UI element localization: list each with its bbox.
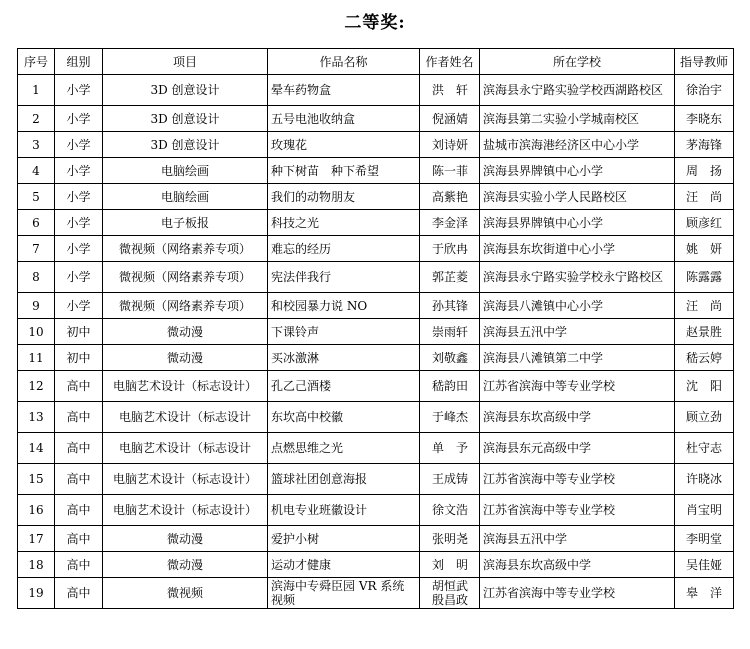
cell-school: 滨海县八滩镇中心小学 bbox=[480, 293, 675, 319]
cell-group: 小学 bbox=[55, 184, 103, 210]
cell-index: 10 bbox=[18, 319, 55, 345]
cell-school: 滨海县东元高级中学 bbox=[480, 433, 675, 464]
cell-work-title: 买冰激淋 bbox=[268, 345, 420, 371]
cell-group: 高中 bbox=[55, 402, 103, 433]
cell-school: 江苏省滨海中等专业学校 bbox=[480, 578, 675, 609]
cell-group: 小学 bbox=[55, 75, 103, 106]
cell-teacher: 周 扬 bbox=[675, 158, 734, 184]
cell-school: 江苏省滨海中等专业学校 bbox=[480, 371, 675, 402]
table-row bbox=[18, 433, 734, 464]
cell-author: 郭芷菱 bbox=[420, 262, 480, 293]
table-row bbox=[18, 402, 734, 433]
cell-author: 倪涵婧 bbox=[420, 106, 480, 132]
cell-author: 孙其锋 bbox=[420, 293, 480, 319]
cell-school: 滨海县东坎高级中学 bbox=[480, 552, 675, 578]
header-work-title: 作品名称 bbox=[268, 49, 420, 75]
cell-index: 1 bbox=[18, 75, 55, 106]
cell-work-title: 科技之光 bbox=[268, 210, 420, 236]
cell-index: 9 bbox=[18, 293, 55, 319]
table-row bbox=[18, 552, 734, 578]
cell-teacher: 许晓冰 bbox=[675, 464, 734, 495]
table-row bbox=[18, 464, 734, 495]
header-category: 项目 bbox=[103, 49, 268, 75]
cell-group: 高中 bbox=[55, 495, 103, 526]
cell-school: 滨海县东坎高级中学 bbox=[480, 402, 675, 433]
cell-work-title: 滨海中专舜臣园 VR 系统视频 bbox=[268, 578, 420, 609]
cell-group: 高中 bbox=[55, 578, 103, 609]
cell-group: 小学 bbox=[55, 293, 103, 319]
cell-school: 滨海县五汛中学 bbox=[480, 319, 675, 345]
cell-index: 19 bbox=[18, 578, 55, 609]
cell-school: 滨海县实验小学人民路校区 bbox=[480, 184, 675, 210]
cell-work-title: 宪法伴我行 bbox=[268, 262, 420, 293]
cell-work-title: 运动才健康 bbox=[268, 552, 420, 578]
cell-school: 滨海县东坎街道中心小学 bbox=[480, 236, 675, 262]
cell-category: 电脑艺术设计（标志设计） bbox=[103, 464, 268, 495]
cell-school: 滨海县八滩镇第二中学 bbox=[480, 345, 675, 371]
cell-category: 电脑绘画 bbox=[103, 158, 268, 184]
cell-group: 高中 bbox=[55, 526, 103, 552]
header-author: 作者姓名 bbox=[420, 49, 480, 75]
cell-index: 16 bbox=[18, 495, 55, 526]
cell-index: 15 bbox=[18, 464, 55, 495]
cell-group: 初中 bbox=[55, 319, 103, 345]
table-row bbox=[18, 495, 734, 526]
cell-work-title: 玫瑰花 bbox=[268, 132, 420, 158]
table-row bbox=[18, 371, 734, 402]
cell-author: 于欣冉 bbox=[420, 236, 480, 262]
cell-work-title: 孔乙己酒楼 bbox=[268, 371, 420, 402]
cell-work-title: 难忘的经历 bbox=[268, 236, 420, 262]
cell-school: 江苏省滨海中等专业学校 bbox=[480, 464, 675, 495]
cell-teacher: 茅海锋 bbox=[675, 132, 734, 158]
table-row bbox=[18, 578, 734, 609]
cell-index: 7 bbox=[18, 236, 55, 262]
cell-category: 3D 创意设计 bbox=[103, 75, 268, 106]
header-school: 所在学校 bbox=[480, 49, 675, 75]
table-row bbox=[18, 262, 734, 293]
cell-author: 李金泽 bbox=[420, 210, 480, 236]
cell-index: 2 bbox=[18, 106, 55, 132]
cell-author: 王成铸 bbox=[420, 464, 480, 495]
table-row bbox=[18, 293, 734, 319]
cell-teacher: 嵇云婷 bbox=[675, 345, 734, 371]
cell-author: 胡恒武 殷昌政 bbox=[420, 578, 480, 609]
cell-teacher: 吴佳娅 bbox=[675, 552, 734, 578]
cell-group: 高中 bbox=[55, 464, 103, 495]
cell-teacher: 汪 尚 bbox=[675, 293, 734, 319]
cell-teacher: 李明堂 bbox=[675, 526, 734, 552]
cell-work-title: 晕车药物盒 bbox=[268, 75, 420, 106]
cell-author: 刘敬鑫 bbox=[420, 345, 480, 371]
cell-index: 6 bbox=[18, 210, 55, 236]
cell-category: 微动漫 bbox=[103, 319, 268, 345]
cell-work-title: 和校园暴力说 NO bbox=[268, 293, 420, 319]
cell-author: 单 予 bbox=[420, 433, 480, 464]
cell-group: 小学 bbox=[55, 262, 103, 293]
table-row bbox=[18, 526, 734, 552]
table-row bbox=[18, 158, 734, 184]
cell-category: 电脑艺术设计（标志设计 bbox=[103, 433, 268, 464]
cell-author: 高紫艳 bbox=[420, 184, 480, 210]
table-header-row bbox=[18, 49, 734, 75]
cell-teacher: 肖宝明 bbox=[675, 495, 734, 526]
cell-category: 微视频（网络素养专项） bbox=[103, 262, 268, 293]
cell-index: 12 bbox=[18, 371, 55, 402]
header-group: 组别 bbox=[55, 49, 103, 75]
cell-index: 4 bbox=[18, 158, 55, 184]
cell-author: 于峰杰 bbox=[420, 402, 480, 433]
cell-school: 江苏省滨海中等专业学校 bbox=[480, 495, 675, 526]
header-index: 序号 bbox=[18, 49, 55, 75]
cell-teacher: 杜守志 bbox=[675, 433, 734, 464]
cell-teacher: 陈露露 bbox=[675, 262, 734, 293]
cell-teacher: 沈 阳 bbox=[675, 371, 734, 402]
table-row bbox=[18, 132, 734, 158]
table-row bbox=[18, 184, 734, 210]
cell-author: 陈一菲 bbox=[420, 158, 480, 184]
award-table bbox=[17, 48, 734, 609]
cell-category: 微动漫 bbox=[103, 552, 268, 578]
cell-author: 嵇韵田 bbox=[420, 371, 480, 402]
page-title: 二等奖: bbox=[344, 13, 406, 33]
cell-teacher: 徐治宇 bbox=[675, 75, 734, 106]
cell-index: 3 bbox=[18, 132, 55, 158]
cell-teacher: 姚 妍 bbox=[675, 236, 734, 262]
cell-group: 小学 bbox=[55, 158, 103, 184]
table-row bbox=[18, 75, 734, 106]
cell-category: 电脑艺术设计（标志设计 bbox=[103, 402, 268, 433]
table-row bbox=[18, 319, 734, 345]
header-teacher: 指导教师 bbox=[675, 49, 734, 75]
cell-work-title: 爱护小树 bbox=[268, 526, 420, 552]
cell-index: 17 bbox=[18, 526, 55, 552]
cell-index: 18 bbox=[18, 552, 55, 578]
table-row bbox=[18, 106, 734, 132]
cell-index: 14 bbox=[18, 433, 55, 464]
cell-group: 小学 bbox=[55, 132, 103, 158]
cell-index: 8 bbox=[18, 262, 55, 293]
cell-category: 电脑艺术设计（标志设计） bbox=[103, 495, 268, 526]
cell-school: 滨海县界牌镇中心小学 bbox=[480, 210, 675, 236]
cell-teacher: 李晓东 bbox=[675, 106, 734, 132]
cell-group: 小学 bbox=[55, 106, 103, 132]
cell-group: 小学 bbox=[55, 236, 103, 262]
cell-school: 滨海县第二实验小学城南校区 bbox=[480, 106, 675, 132]
cell-group: 高中 bbox=[55, 433, 103, 464]
cell-category: 微视频 bbox=[103, 578, 268, 609]
cell-category: 电脑绘画 bbox=[103, 184, 268, 210]
cell-category: 微动漫 bbox=[103, 526, 268, 552]
cell-school: 滨海县永宁路实验学校永宁路校区 bbox=[480, 262, 675, 293]
cell-category: 微视频（网络素养专项） bbox=[103, 293, 268, 319]
cell-category: 电脑艺术设计（标志设计） bbox=[103, 371, 268, 402]
cell-school: 盐城市滨海港经济区中心小学 bbox=[480, 132, 675, 158]
cell-school: 滨海县五汛中学 bbox=[480, 526, 675, 552]
cell-category: 微动漫 bbox=[103, 345, 268, 371]
cell-group: 高中 bbox=[55, 552, 103, 578]
cell-school: 滨海县界牌镇中心小学 bbox=[480, 158, 675, 184]
cell-work-title: 机电专业班徽设计 bbox=[268, 495, 420, 526]
cell-work-title: 五号电池收纳盒 bbox=[268, 106, 420, 132]
cell-work-title: 下课铃声 bbox=[268, 319, 420, 345]
cell-index: 11 bbox=[18, 345, 55, 371]
cell-category: 3D 创意设计 bbox=[103, 106, 268, 132]
cell-index: 5 bbox=[18, 184, 55, 210]
cell-group: 初中 bbox=[55, 345, 103, 371]
cell-work-title: 篮球社团创意海报 bbox=[268, 464, 420, 495]
cell-work-title: 点燃思维之光 bbox=[268, 433, 420, 464]
table-row bbox=[18, 236, 734, 262]
cell-author: 崇雨轩 bbox=[420, 319, 480, 345]
cell-author: 徐文浩 bbox=[420, 495, 480, 526]
cell-author: 刘 明 bbox=[420, 552, 480, 578]
cell-work-title: 我们的动物朋友 bbox=[268, 184, 420, 210]
cell-category: 电子板报 bbox=[103, 210, 268, 236]
table-row bbox=[18, 345, 734, 371]
cell-author: 洪 轩 bbox=[420, 75, 480, 106]
cell-index: 13 bbox=[18, 402, 55, 433]
cell-category: 微视频（网络素养专项） bbox=[103, 236, 268, 262]
cell-group: 高中 bbox=[55, 371, 103, 402]
cell-work-title: 种下树苗 种下希望 bbox=[268, 158, 420, 184]
cell-teacher: 汪 尚 bbox=[675, 184, 734, 210]
cell-category: 3D 创意设计 bbox=[103, 132, 268, 158]
cell-author: 刘诗妍 bbox=[420, 132, 480, 158]
cell-work-title: 东坎高中校徽 bbox=[268, 402, 420, 433]
table-row bbox=[18, 210, 734, 236]
cell-teacher: 顾立劲 bbox=[675, 402, 734, 433]
cell-teacher: 赵景胜 bbox=[675, 319, 734, 345]
cell-author: 张明尧 bbox=[420, 526, 480, 552]
cell-teacher: 顾彦红 bbox=[675, 210, 734, 236]
cell-teacher: 皋 洋 bbox=[675, 578, 734, 609]
cell-school: 滨海县永宁路实验学校西湖路校区 bbox=[480, 75, 675, 106]
cell-group: 小学 bbox=[55, 210, 103, 236]
